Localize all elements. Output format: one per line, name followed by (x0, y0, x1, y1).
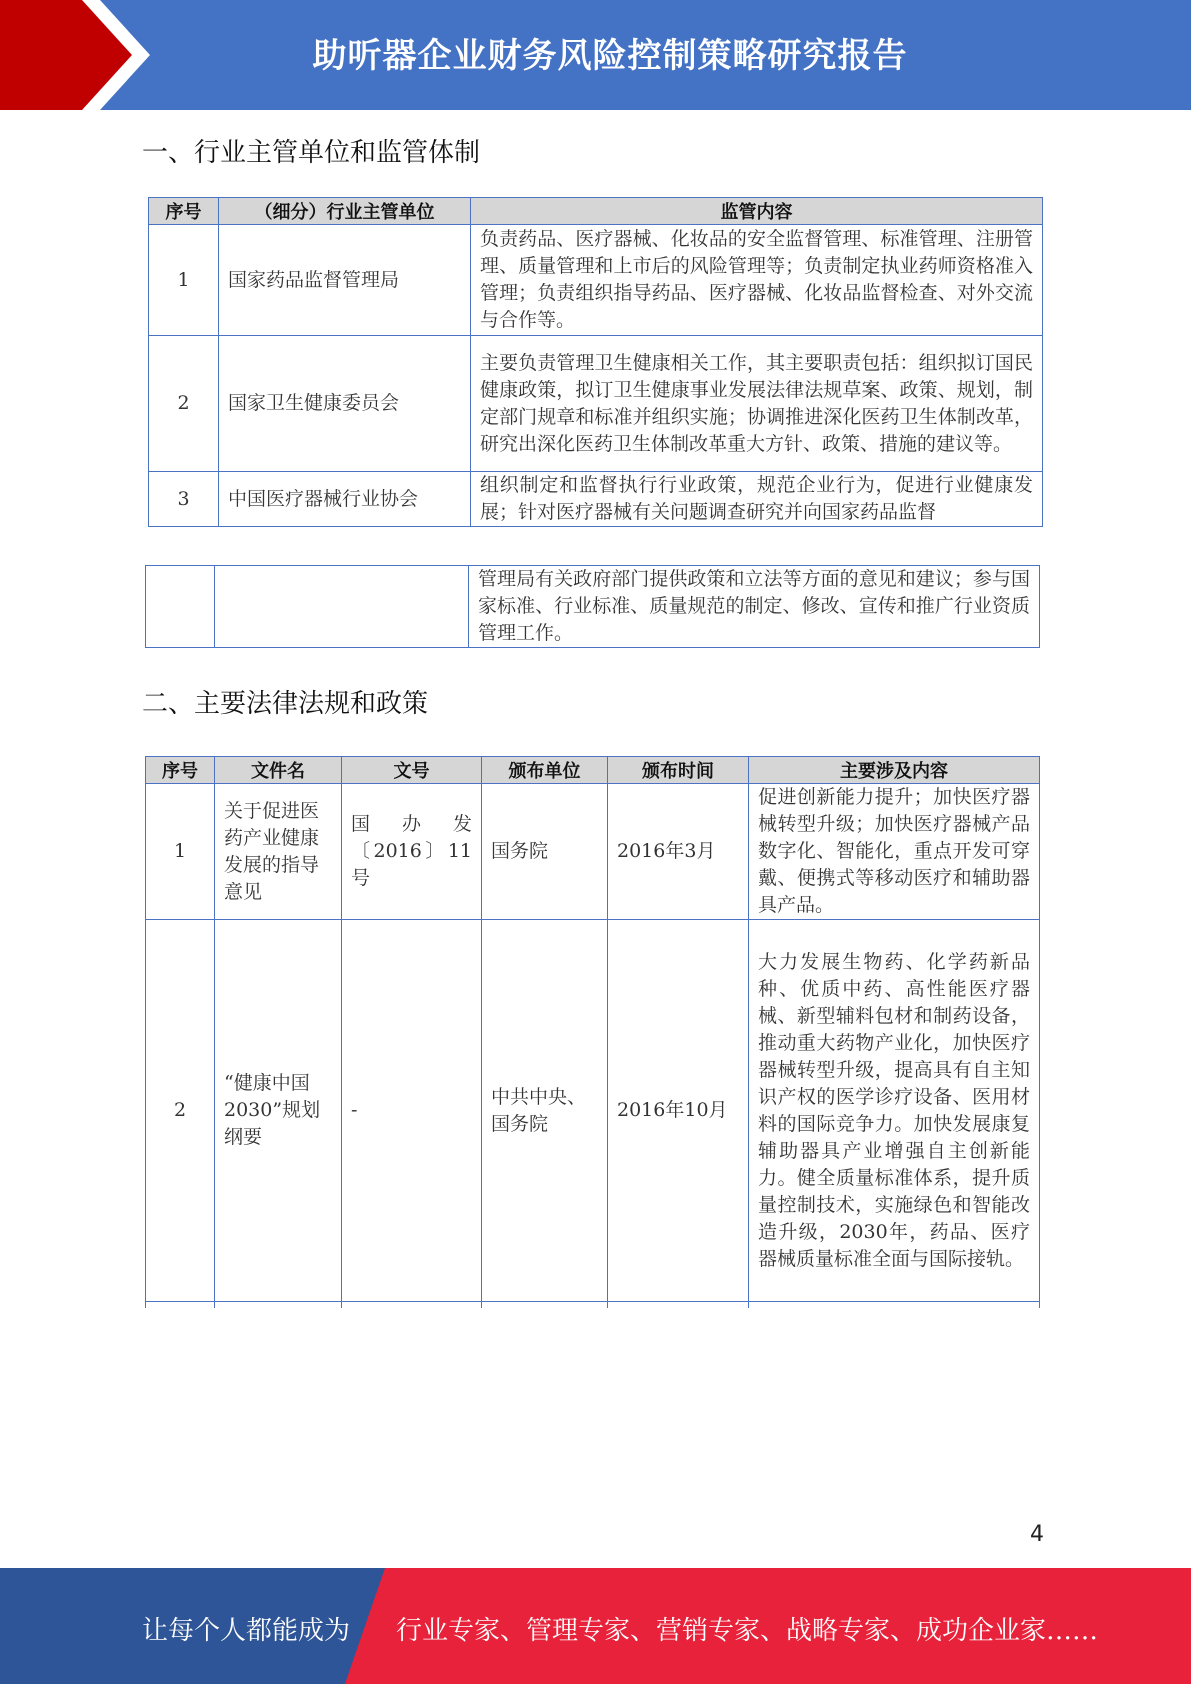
row-number: 1 (149, 225, 219, 336)
column-header: 文件名 (215, 757, 342, 784)
column-header: 文号 (342, 757, 482, 784)
regulator-name: 中国医疗器械行业协会 (219, 472, 471, 527)
column-header: 序号 (149, 198, 219, 225)
footer-slogan-left: 让每个人都能成为 (142, 1616, 351, 1646)
table-row (146, 920, 1040, 1302)
column-header: 主要涉及内容 (749, 757, 1040, 784)
table-header-row (146, 757, 1040, 784)
column-header: 颁布单位 (482, 757, 608, 784)
table-row (149, 472, 1043, 527)
empty-cell (749, 1302, 1040, 1309)
empty-cell (608, 1302, 749, 1309)
policy-content: 促进创新能力提升；加快医疗器械转型升级；加快医疗器械产品数字化、智能化，重点开发可穿戴、便携式等移动医疗和辅助器具产品。 (749, 784, 1040, 920)
laws-table-viewport (145, 756, 1041, 1308)
policy-content: 大力发展生物药、化学药新品种、优质中药、高性能医疗器械、新型辅料包材和制药设备，推动重大药物产业化，加快医疗器械转型升级，提高具有自主知识产权的医学诊疗设备、医用材料的国际竞争力。加快发展康复辅助器具产业增强自主创新能力。健全质量标准体系，提升质量控制技术，实施绿色和智能改造升级，2030年，药品、医疗器械质量标准全面与国际接轨。 (749, 920, 1040, 1302)
row-number: 2 (149, 336, 219, 472)
column-header: 颁布时间 (608, 757, 749, 784)
document-name: “健康中国2030”规划纲要 (215, 920, 342, 1302)
issue-date: 2016年10月 (608, 920, 749, 1302)
document-name: 关于促进医药产业健康发展的指导意见 (215, 784, 342, 920)
regulation-content: 组织制定和监督执行行业政策，规范企业行为，促进行业健康发展；针对医疗器械有关问题调查研究并向国家药品监督 (480, 474, 1033, 523)
page-number: 4 (1030, 1522, 1044, 1547)
regulation-content: 负责药品、医疗器械、化妆品的安全监督管理、标准管理、注册管理、质量管理和上市后的风险管理等；负责制定执业药师资格准入管理；负责组织指导药品、医疗器械、化妆品监督检查、对外交流与合作等。 (471, 225, 1043, 336)
empty-cell (146, 1302, 215, 1309)
column-header: 监管内容 (471, 198, 1043, 225)
issuer: 国务院 (482, 784, 608, 920)
footer-banner (0, 1568, 1191, 1684)
table-row (149, 336, 1043, 472)
regulator-name: 国家药品监督管理局 (219, 225, 471, 336)
table-row (149, 225, 1043, 336)
row-number: 2 (146, 920, 215, 1302)
empty-cell (482, 1302, 608, 1309)
table-row (146, 784, 1040, 920)
report-title: 助听器企业财务风险控制策略研究报告 (312, 36, 908, 76)
issue-date: 2016年3月 (608, 784, 749, 920)
empty-cell (342, 1302, 482, 1309)
column-header: （细分）行业主管单位 (219, 198, 471, 225)
row-number: 1 (146, 784, 215, 920)
regulation-content-cell (471, 472, 1043, 527)
empty-cell (215, 566, 469, 648)
document-number: - (342, 920, 482, 1302)
section-heading-2: 二、主要法律法规和政策 (142, 689, 429, 719)
row-number: 3 (149, 472, 219, 527)
regulation-content: 主要负责管理卫生健康相关工作，其主要职责包括：组织拟订国民健康政策，拟订卫生健康事业发展法律法规草案、政策、规划，制定部门规章和标准并组织实施；协调推进深化医药卫生体制改革，研究出深化医药卫生体制改革重大方针、政策、措施的建议等。 (471, 336, 1043, 472)
regulation-content: 管理局有关政府部门提供政策和立法等方面的意见和建议；参与国家标准、行业标准、质量规范的制定、修改、宣传和推广行业资质管理工作。 (469, 566, 1040, 648)
regulator-table (148, 197, 1043, 527)
header-banner (0, 0, 1191, 110)
footer-slogan-right: 行业专家、管理专家、营销专家、战略专家、成功企业家…… (396, 1616, 1099, 1646)
empty-cell (215, 1302, 342, 1309)
issuer: 中共中央、国务院 (482, 920, 608, 1302)
column-header: 序号 (146, 757, 215, 784)
regulator-table-continued (145, 565, 1040, 648)
empty-cell (146, 566, 215, 648)
section-heading-1: 一、行业主管单位和监管体制 (142, 138, 481, 168)
document-number: 国 办 发〔2016〕11号 (342, 784, 482, 920)
regulator-name: 国家卫生健康委员会 (219, 336, 471, 472)
table-row-cutoff (146, 1302, 1040, 1309)
laws-table (145, 756, 1040, 1308)
table-row (146, 566, 1040, 648)
table-header-row (149, 198, 1043, 225)
